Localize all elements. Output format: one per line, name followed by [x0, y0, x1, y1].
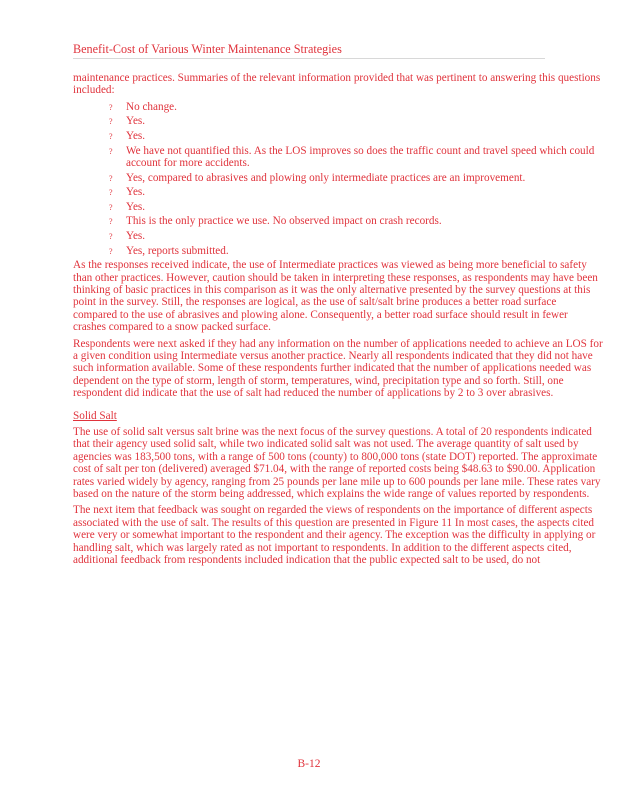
bullet-icon: ?	[109, 117, 113, 127]
bullet-icon: ?	[109, 231, 113, 241]
bullet-icon: ?	[109, 132, 113, 141]
response-list	[73, 101, 603, 257]
list-item: ? No change.	[109, 100, 177, 113]
list-item: ? We have not quantified this. As the LOS improves so does the traffic count and travel speed which could account for more accidents.	[109, 144, 595, 169]
list-item: ? Yes.	[109, 229, 146, 242]
body-paragraph: As the responses received indicate, the use of Intermediate practices was viewed as being more beneficial to safety than other practices. However, caution should be taken in interpreting these responses, as respondents may have been thinking of basic practices in this comparison as it was the only alternative presented by the survey questions at this point in the survey. Still, the responses are logical, as the use of salt/salt brine produces a better road surface compared to the use of abrasives and plowing alone. Consequently, a better road surface should result in fewer crashes compared to a snow packed surface.	[73, 259, 598, 334]
list-item: ? Yes.	[109, 200, 146, 213]
list-item: ? Yes, reports submitted.	[109, 244, 229, 257]
list-item: ? Yes.	[109, 130, 146, 142]
bullet-icon: ?	[109, 102, 113, 112]
bullet-icon: ?	[109, 246, 113, 256]
header-rule	[73, 58, 545, 59]
list-item: ? This is the only practice we use. No observed impact on crash records.	[109, 215, 442, 228]
bullet-icon: ?	[109, 202, 113, 212]
bullet-icon: ?	[109, 173, 113, 183]
list-item: ? Yes.	[109, 186, 146, 199]
body-paragraph: The use of solid salt versus salt brine was the next focus of the survey questions. A total of 20 respondents indicated that their agency used solid salt, while two indicated solid salt was not used. The average quantity of salt used by agencies was 183,500 tons, with a range of 500 tons (county) to 800,000 tons (state DOT) reported. The approximate cost of salt per ton (delivered) averaged $71.04, with the range of reported costs being $48.63 to $90.00. Application rates varied widely by agency, ranging from 25 pounds per lane mile up to 600 pounds per lane mile. These rates vary based on the nature of the storm being addressed, which explains the wide range of values reported by respondents.	[73, 426, 601, 501]
bullet-icon: ?	[109, 146, 113, 156]
page-content	[73, 72, 603, 571]
bullet-icon: ?	[109, 217, 113, 227]
intro-paragraph: maintenance practices. Summaries of the relevant information provided that was pertinent to answering this questions included:	[73, 72, 601, 97]
page-number: B-12	[297, 758, 321, 770]
bullet-icon: ?	[109, 188, 113, 198]
running-header: Benefit-Cost of Various Winter Maintenance Strategies	[73, 42, 342, 56]
list-item: ? Yes.	[109, 115, 146, 128]
section-heading: Solid Salt	[73, 409, 117, 422]
body-paragraph: The next item that feedback was sought on regarded the views of respondents on the importance of different aspects associated with the use of salt. The results of this question are presented in Figure 11 In most cases, the aspects cited were very or somewhat important to the respondent and their agency. The exception was the difficulty in applying or handling salt, which was largely rated as not important to respondents. In addition to the different aspects cited, additional feedback from respondents included indication that the public expected salt to be used, do not	[73, 504, 596, 567]
body-paragraph: Respondents were next asked if they had any information on the number of applications needed to achieve an LOS for a given condition using Intermediate versus another practice. Nearly all respondents indicated that they did not have such information available. Some of these respondents further indicated that the number of applications needed was dependent on the type of storm, length of storm, temperatures, wind, precipitation type and so forth. Still, one respondent did indicate that the use of salt had reduced the number of applications by 2 to 3 over abrasives.	[73, 337, 603, 400]
list-item: ? Yes, compared to abrasives and plowing only intermediate practices are an improvement.	[109, 171, 526, 184]
